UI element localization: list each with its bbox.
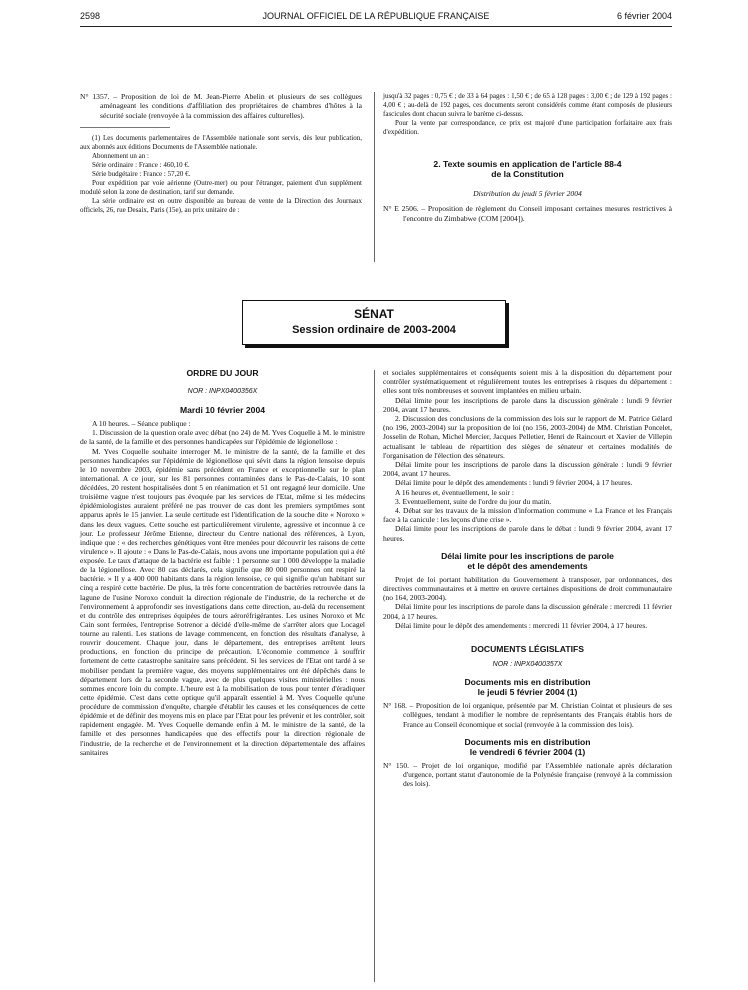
distribution-date: Distribution du jeudi 5 février 2004	[473, 189, 582, 198]
delai-1: Délai limite pour les inscriptions de parole dans la discussion générale : lundi 9 février 2004, avant 17 heures.	[383, 395, 672, 414]
mail-order-note: Pour la vente par correspondance, ce prix est majoré d'une participation forfaitaire aux frais d'expédition.	[383, 119, 672, 136]
footnote-6: La série ordinaire est en outre disponible au bureau de vente de la Direction des Journaux officiels, 26, rue Desaix, Paris (15e), au prix unitaire de :	[80, 197, 362, 215]
page-number: 2598	[80, 11, 101, 21]
header-date: 6 février 2004	[616, 11, 672, 21]
page-header	[80, 11, 672, 25]
header-rule	[80, 26, 672, 27]
agenda-item-2: 2. Discussion des conclusions de la commission des lois sur le rapport de M. Patrice Gélard (no 196, 2003-2004) sur la proposition de loi (no 156, 2003-2004) de MM. Christian Poncelet, Josselin de Rohan, Michel Mercier, Jacques Pelletier, Henri de Raincourt et Xavier de Villepin actualisant le tableau de répartition des sièges de sénateur et certaines modalités de l'organisation de l'élection des sénateurs.	[383, 414, 672, 460]
column-divider-top	[374, 92, 375, 262]
proposition-e2506: N° E 2506. – Proposition de règlement du Conseil imposant certaines mesures restrictives à l'encontre du Zimbabwe (COM [2004]).	[383, 204, 672, 223]
footnote-1: (1) Les documents parlementaires de l'Assemblée nationale sont servis, dès leur publication, aux abonnés aux éditions Documents de l'Assemblée nationale.	[80, 134, 362, 152]
delai-heading-line2: et le dépôt des amendements	[467, 560, 588, 571]
distribution-2-line2: le vendredi 6 février 2004 (1)	[469, 746, 586, 757]
delai-3: Délai limite pour le dépôt des amendements : lundi 9 février 2004, à 17 heures.	[395, 478, 633, 488]
document-168: N° 168. – Proposition de loi organique, présentée par M. Christian Cointat et plusieurs de ses collègues, tendant à modifier le nombre de représentants des Français établis hors de France au Conseil économique et social (renvoyée à la commission des lois).	[383, 701, 672, 729]
right-column	[383, 368, 672, 789]
top-right-column	[383, 92, 672, 223]
footnote-4: Série budgétaire : France : 57,20 €.	[92, 170, 191, 179]
footnote-2: Abonnement un an :	[92, 152, 149, 161]
delai-heading-line1: Délai limite pour les inscriptions de parole	[441, 550, 614, 561]
ordre-du-jour-title: ORDRE DU JOUR	[186, 368, 259, 378]
distribution-1-line1: Documents mis en distribution	[464, 677, 591, 688]
question-text: M. Yves Coquelle souhaite interroger M. le ministre de la santé, de la famille et des personnes handicapées sur l'épidémie de légionellose qui sévit dans la région lensoise depuis le 10 novembre 2003, épidémie sans précédent en France et exceptionnelle sur le plan international. A ce jour, sur les 81 personnes contaminées dans le Pas-de-Calais, 10 sont décédées, 20 restent hospitalisées dont 5 en réanimation et 51 ont regagné leur domicile. Une troisième vague n'est toujours pas évoquée par les services de l'Etat, même si les médecins épidémiologistes auraient préféré ne pas trouver de cas dont les premiers symptômes sont apparus après le 15 janvier. La seule certitude est l'identification de la souche dite « Noroxo » dans les deux vagues. Cette souche est particulièrement virulente, agressive et inconnue à ce jour. Le professeur Jérôme Etienne, directeur du Centre national des références, à Lyon, indique que : « des recherches génétiques vont être menées pour découvrir les raisons de cette virulence ». Il ajoute : « Dans le Pas-de-Calais, nous avons une importante population qui a été exposée. Le taux d'attaque de la bactérie est faible : 1 personne sur 1 000 développe la maladie de la légionellose. Avec 80 cas déclarés, cela signifie que 80 000 personnes ont respiré la bactérie. » Il y a 400 000 habitants dans la région lensoise, ce qui signifie qu'un habitant sur cinq a respiré cette bactérie. De plus, la très forte concentration de bactéries retrouvée dans la lagune de l'usine Noroxo conduit la direction régionale de l'industrie, de la recherche et de l'environnement à approfondir ses investigations dans cette direction, au-delà du recensement et du contrôle des entreprises équipées de tours aéroréfrigérantes. Les usines Noroxo et Mc Cain sont fermées, l'entreprise Sotrenor a décidé d'elle-même de s'arrêter alors que Locagel tourne au ralenti. Les stations de lavage commencent, en fonction des résultats d'analyse, à rouvrir doucement. Chaque jour, dans le département, des entreprises arrêtent leurs productions, en fonction du principe de précaution. L'économie commence à souffrir fortement de cette catastrophe sanitaire sans précédent. Si les services de l'Etat ont tardé à se mobiliser pendant la première vague, des moyens supplémentaires ont été dépêchés dans le département lors de la seconde vague, avec de plus quelques visites ministérielles : nous sommes encore loin du compte. L'heure est à la mobilisation de tous pour tenter d'éradiquer cette épidémie. C'est dans cette optique qu'il apparaît essentiel à M. Yves Coquelle qu'une procédure de commission d'enquête, chargée d'établir les causes et les conséquences de cette épidémie et de définir des moyens mis en place par l'Etat pour les prévenir et les contrôler, soit rapidement engagée. M. Yves Coquelle demande enfin à M. le ministre de la santé, de la famille et des personnes handicapées que des effectifs pour la direction régionale de l'industrie, de la recherche et de l'environnement et la direction départementale des affaires sanitaires	[80, 446, 365, 757]
agenda-item-3: 3. Eventuellement, suite de l'ordre du jour du matin.	[395, 496, 552, 506]
journal-title: JOURNAL OFFICIEL DE LA RÉPUBLIQUE FRANÇAISE	[262, 11, 490, 21]
section-heading-line1: 2. Texte soumis en application de l'article 88-4	[433, 159, 622, 169]
session-date: Mardi 10 février 2004	[179, 405, 266, 416]
document-150: N° 150. – Projet de loi organique, modifié par l'Assemblée nationale après déclaration d'urgence, portant statut d'autonomie de la Polynésie française (renvoyé à la commission des lois).	[383, 760, 672, 789]
delai-2: Délai limite pour les inscriptions de parole dans la discussion générale : lundi 9 février 2004, avant 17 heures.	[383, 460, 672, 479]
proposition-1357: N° 1357. – Proposition de loi de M. Jean-Pierre Abelin et plusieurs de ses collègues aménageant les conditions d'affiliation des propriétaires de chambres d'hôtes à la sécurité sociale (renvoyée à la commission des affaires culturelles).	[80, 92, 362, 120]
agenda-item-1: 1. Discussion de la question orale avec débat (no 24) de M. Yves Coquelle à M. le ministre de la santé, de la famille et des personnes handicapées sur l'épidémie de légionellose :	[80, 428, 365, 447]
projet-de-loi: Projet de loi portant habilitation du Gouvernement à transposer, par ordonnances, des directives communautaires et à mettre en œuvre certaines dispositions de droit communautaire (no 164, 2003-2004).	[383, 574, 672, 603]
column-divider-bottom	[374, 370, 375, 982]
left-column	[80, 368, 365, 757]
delai-4: Délai limite pour les inscriptions de parole dans le débat : lundi 9 février 2004, avant 17 heures.	[383, 524, 672, 543]
agenda-item-4: 4. Débat sur les travaux de la mission d'information commune « La France et les Français face à la canicule : les leçons d'une crise ».	[383, 506, 672, 525]
top-left-column	[80, 92, 362, 215]
footnote-rule	[80, 127, 170, 128]
section-heading-line2: de la Constitution	[491, 169, 564, 179]
delai-5: Délai limite pour les inscriptions de parole dans la discussion générale : mercredi 11 février 2004, à 17 heures.	[383, 602, 672, 621]
footnote-5: Pour expédition par voie aérienne (Outre-mer) ou pour l'étranger, paiement d'un supplément modulé selon la zone de destination, tarif sur demande.	[80, 179, 362, 197]
senat-subtitle: Session ordinaire de 2003-2004	[292, 324, 456, 336]
distribution-2-line1: Documents mis en distribution	[464, 736, 591, 747]
distribution-1-line2: le jeudi 5 février 2004 (1)	[477, 687, 578, 698]
footnote-3: Série ordinaire : France : 460,10 €.	[92, 161, 190, 170]
afternoon-time: A 16 heures et, éventuellement, le soir :	[395, 487, 514, 497]
price-list: jusqu'à 32 pages : 0,75 € ; de 33 à 64 pages : 1,50 € ; de 65 à 128 pages : 3,00 € ; de 129 à 192 pages : 4,00 € ; au-delà de 192 pages, ces documents seront considérés comme étant composés de plusieurs fascicules dont chacun suivra le barème ci-dessus.	[383, 92, 672, 118]
delai-6: Délai limite pour le dépôt des amendements : mercredi 11 février 2004, à 17 heures.	[395, 620, 648, 630]
question-continued: et sociales supplémentaires et conséquents soient mis à la disposition du département pour contrôler systématiquement et régulièrement toutes les entreprises à risques du département : elles sont très nombreuses et souvent implantées en milieu urbain.	[383, 368, 672, 396]
nor-reference: NOR : INPX0400356X	[187, 388, 258, 395]
seance-time: A 10 heures. – Séance publique :	[92, 419, 191, 429]
nor-reference-2: NOR : INPX0400357X	[492, 661, 563, 669]
senat-title: SÉNAT	[354, 307, 394, 321]
senat-banner	[242, 300, 506, 345]
documents-legislatifs-title: DOCUMENTS LÉGISLATIFS	[471, 644, 584, 655]
